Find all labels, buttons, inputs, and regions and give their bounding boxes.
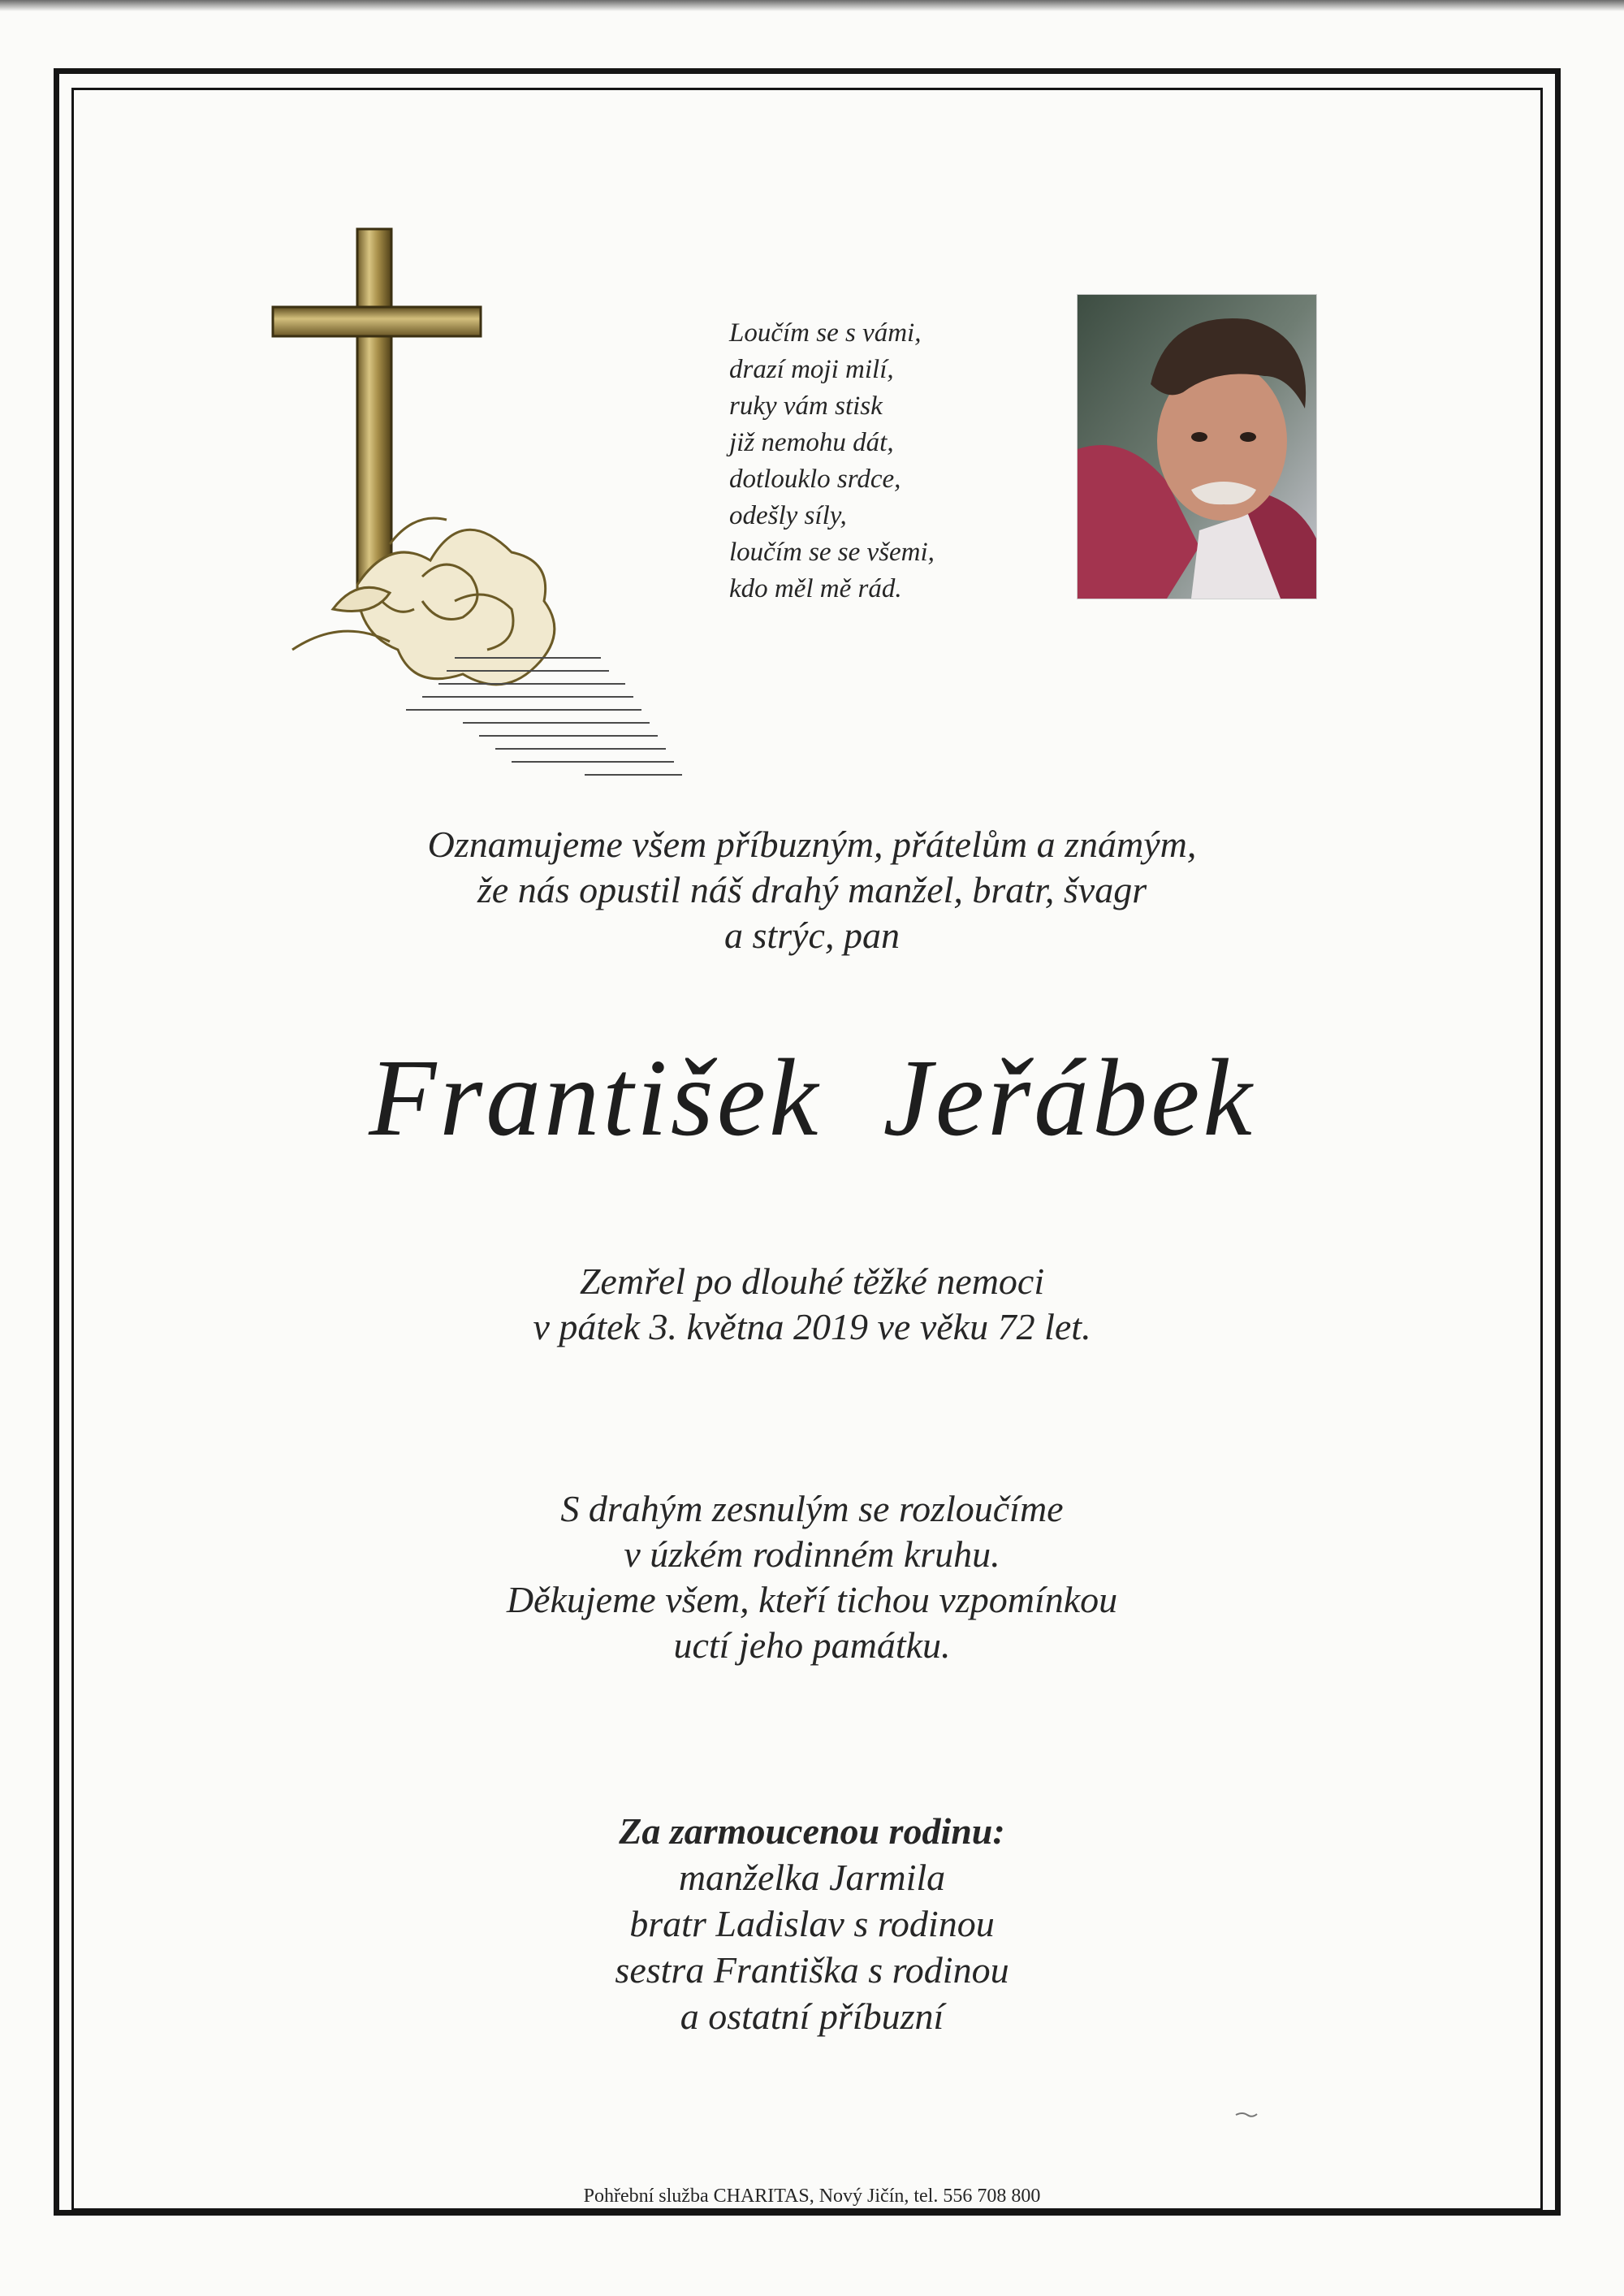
family-heading: Za zarmoucenou rodinu: [619,1810,1005,1852]
portrait-photo [1077,294,1317,599]
farewell-line: uctí jeho památku. [673,1624,951,1666]
poem-line: loučím se se všemi, [729,538,935,567]
poem-line: dotlouklo srdce, [729,465,901,494]
family-member: manželka Jarmila [678,1857,946,1898]
farewell-message [81,1486,1543,1668]
family-member: sestra Františka s rodinou [615,1949,1009,1991]
farewell-line: S drahým zesnulým se rozloučíme [560,1488,1064,1529]
farewell-poem [729,315,1054,608]
scan-speck [1234,2112,1259,2118]
death-details [81,1259,1543,1350]
cross-vertical-beam [357,229,391,611]
poem-line: ruky vám stisk [729,391,883,421]
farewell-line: Děkujeme všem, kteří tichou vzpomínkou [506,1579,1118,1620]
poem-line: drazí moji milí, [729,355,894,384]
poem-line: odešly síly, [729,501,847,530]
family-member: a ostatní příbuzní [680,1995,944,2037]
family-member: bratr Ladislav s rodinou [629,1903,995,1944]
cross-horizontal-beam [273,307,481,336]
rose-drawing [292,518,555,685]
family-signature [81,1808,1543,2039]
deceased-name [81,1033,1543,1163]
poem-line: Loučím se s vámi, [729,318,922,348]
announcement-line: a strýc, pan [724,915,900,956]
farewell-line: v úzkém rodinném kruhu. [624,1533,1000,1575]
announcement-line: že nás opustil náš drahý manžel, bratr, švagr [477,869,1147,910]
death-announcement [81,822,1543,958]
cross-with-roses-illustration [260,219,747,812]
poem-line: kdo měl mě rád. [729,574,902,603]
announcement-line: Oznamujeme všem příbuzným, přátelům a známým, [427,824,1197,865]
death-line: Zemřel po dlouhé těžké nemoci [579,1260,1045,1302]
death-line: v pátek 3. května 2019 ve věku 72 let. [533,1306,1091,1347]
poem-line: již nemohu dát, [729,428,894,457]
deceased-name-text: František Jeřábek [369,1037,1255,1159]
funeral-service-footer: Pohřební služba CHARITAS, Nový Jičín, tel. 556 708 800 [583,2186,1041,2207]
